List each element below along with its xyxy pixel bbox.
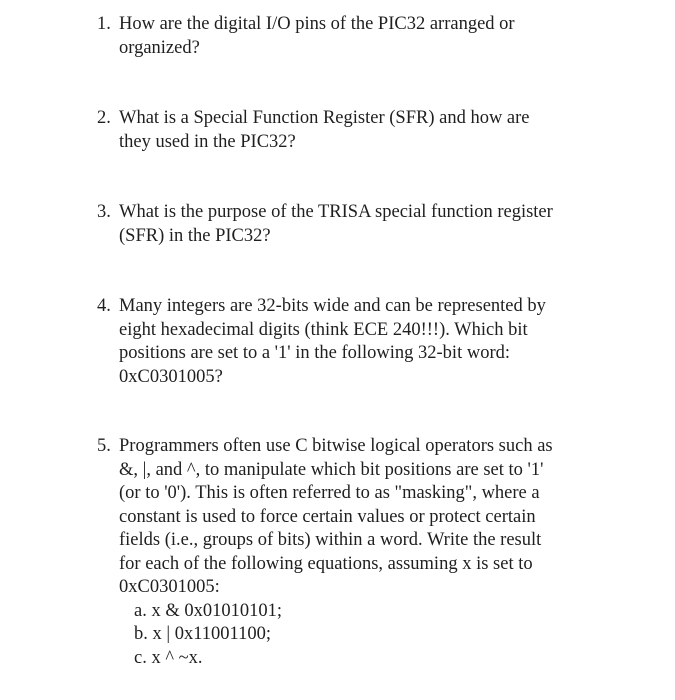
question-text: [119, 201, 597, 248]
question-line: Programmers often use C bitwise logical operators such as: [119, 436, 553, 456]
question-3: [97, 201, 597, 248]
question-line: How are the digital I/O pins of the PIC32 arranged or: [119, 14, 515, 34]
question-4: [97, 295, 597, 389]
question-5: [97, 435, 597, 670]
question-1: [97, 13, 597, 60]
question-number: 4.: [97, 296, 111, 316]
sub-item-c: c. x ^ ~x.: [134, 647, 203, 668]
question-text: [119, 13, 597, 60]
question-text: [119, 107, 597, 154]
question-line: What is a Special Function Register (SFR) and how are: [119, 108, 530, 128]
question-line: Many integers are 32-bits wide and can be represented by: [119, 296, 546, 316]
question-line: for each of the following equations, assuming x is set to: [119, 553, 533, 574]
question-line: (or to '0'). This is often referred to as "masking", where a: [119, 483, 540, 503]
question-line: &, |, and ^, to manipulate which bit positions are set to '1': [119, 459, 544, 480]
question-line: (SFR) in the PIC32?: [119, 225, 271, 246]
question-line: organized?: [119, 37, 200, 58]
question-line: positions are set to a '1' in the following 32-bit word:: [119, 343, 511, 363]
question-line: they used in the PIC32?: [119, 131, 296, 152]
question-line: What is the purpose of the TRISA special function register: [119, 202, 553, 222]
question-line: constant is used to force certain values or protect certain: [119, 506, 536, 527]
question-2: [97, 107, 597, 154]
question-number: 3.: [97, 202, 111, 222]
question-line: 0xC0301005:: [119, 577, 220, 597]
question-line: fields (i.e., groups of bits) within a word. Write the result: [119, 530, 542, 550]
question-number: 5.: [97, 436, 111, 456]
question-line: eight hexadecimal digits (think ECE 240!!!). Which bit: [119, 319, 528, 340]
question-text: [119, 295, 597, 389]
question-text: [119, 435, 597, 670]
sub-item-b: b. x | 0x11001100;: [134, 624, 271, 644]
question-line: 0xC0301005?: [119, 366, 223, 387]
question-number: 1.: [97, 14, 111, 34]
question-number: 2.: [97, 108, 111, 128]
sub-item-a: a. x & 0x01010101;: [134, 600, 282, 621]
